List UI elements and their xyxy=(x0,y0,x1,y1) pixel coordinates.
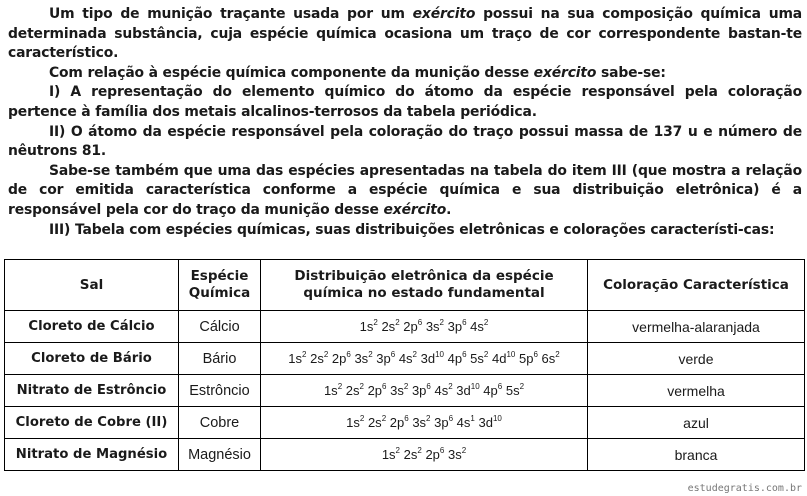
header-distribuicao: Distribuição eletrônica da espécie química no estado fundamental xyxy=(261,260,588,311)
cell-distribuicao xyxy=(261,311,588,343)
cell-coloracao: azul xyxy=(588,407,805,439)
orbital-term: $4p^6$ xyxy=(483,382,503,398)
cell-especie: Estrôncio xyxy=(179,375,261,407)
electron-count: 2 xyxy=(373,318,378,327)
header-sal: Sal xyxy=(5,260,179,311)
electron-count: 6 xyxy=(390,350,396,359)
orbital-term: $2p^6$ xyxy=(403,318,423,334)
cell-distribuicao xyxy=(261,407,588,439)
electron-count: 2 xyxy=(395,318,400,327)
orbital-term: $4s^2$ xyxy=(398,350,417,366)
cell-coloracao: verde xyxy=(588,343,805,375)
electron-count: 2 xyxy=(395,446,400,455)
electron-count: 6 xyxy=(382,382,387,391)
cell-sal: Cloreto de Cálcio xyxy=(5,311,179,343)
electron-count: 10 xyxy=(435,350,444,359)
electron-count: 10 xyxy=(492,414,502,423)
electron-count: 2 xyxy=(381,414,387,423)
orbital-term: $2p^6$ xyxy=(425,446,445,462)
cell-coloracao: vermelha xyxy=(588,375,805,407)
orbital-term: $2s^2$ xyxy=(345,382,364,398)
orbital-term: $4d^{10}$ xyxy=(491,350,516,366)
paragraph-also: Sabe-se também que uma das espécies apresentadas na tabela do item III (que mostra a relação de cor emitida característica conforme a espécie química e sua distribuição eletrônica) é a responsável pela cor do traço da munição desse exército. xyxy=(8,162,802,218)
orbital-term: $3d^{10}$ xyxy=(478,414,502,430)
orbital-term: $2s^2$ xyxy=(403,446,422,462)
electron-count: 2 xyxy=(417,446,422,455)
electron-count: 2 xyxy=(439,318,444,327)
electron-count: 2 xyxy=(461,446,467,455)
header-coloracao: Coloração Característica xyxy=(588,260,805,311)
electron-count: 2 xyxy=(448,382,453,391)
table-row xyxy=(5,439,805,471)
orbital-term: $5s^2$ xyxy=(505,382,525,398)
statement-ii: II) O átomo da espécie responsável pela coloração do traço possui massa de 137 u e número de nêutrons 81. xyxy=(8,123,802,160)
orbital-term: $2p^6$ xyxy=(389,414,409,430)
species-table xyxy=(4,259,805,471)
cell-coloracao: vermelha-alaranjada xyxy=(588,311,805,343)
orbital-term: $4s^2$ xyxy=(434,382,453,398)
orbital-term: $5s^2$ xyxy=(470,350,489,366)
electron-count: 2 xyxy=(368,350,373,359)
orbital-term: $1s^2$ xyxy=(381,446,400,462)
orbital-term: $2p^6$ xyxy=(367,382,387,398)
orbital-term: $1s^2$ xyxy=(288,350,307,366)
electron-count: 2 xyxy=(412,350,417,359)
electron-count: 2 xyxy=(302,350,307,359)
question-text xyxy=(8,5,802,240)
orbital-term: $2s^2$ xyxy=(310,350,329,366)
cell-distribuicao xyxy=(261,439,588,471)
cell-coloracao: branca xyxy=(588,439,805,471)
header-especie: Espécie Química xyxy=(179,260,261,311)
electron-count: 6 xyxy=(462,318,467,327)
table-body xyxy=(5,311,805,471)
electron-count: 6 xyxy=(533,350,538,359)
electron-count: 2 xyxy=(403,382,409,391)
cell-especie: Bário xyxy=(179,343,261,375)
orbital-term: $1s^2$ xyxy=(359,318,378,334)
orbital-term: $5p^6$ xyxy=(518,350,538,366)
electron-count: 2 xyxy=(359,414,365,423)
statement-iii: III) Tabela com espécies químicas, suas distribuições eletrônicas e colorações característi-cas: xyxy=(49,221,775,238)
orbital-term: $3s^2$ xyxy=(447,446,467,462)
electron-count: 10 xyxy=(506,350,516,359)
cell-distribuicao xyxy=(261,375,588,407)
table-row xyxy=(5,311,805,343)
electron-count: 6 xyxy=(448,414,454,423)
table-row xyxy=(5,343,805,375)
orbital-term: $4s^2$ xyxy=(470,318,489,334)
orbital-term: $3p^6$ xyxy=(447,318,467,334)
orbital-term: $1s^2$ xyxy=(323,382,343,398)
watermark: estudegratis.com.br xyxy=(687,483,802,494)
cell-sal: Nitrato de Magnésio xyxy=(5,439,179,471)
electron-count: 6 xyxy=(439,446,445,455)
orbital-term: $3p^6$ xyxy=(411,382,431,398)
electron-count: 2 xyxy=(483,350,489,359)
electron-count: 2 xyxy=(426,414,431,423)
electron-count: 2 xyxy=(519,382,525,391)
paragraph-context: Com relação à espécie química componente da munição desse exército sabe-se: xyxy=(49,64,666,81)
electron-count: 2 xyxy=(483,318,489,327)
orbital-term: $3s^2$ xyxy=(412,414,431,430)
cell-distribuicao xyxy=(261,343,588,375)
orbital-term: $2p^6$ xyxy=(331,350,351,366)
electron-count: 2 xyxy=(555,350,560,359)
electron-count: 1 xyxy=(470,414,475,423)
electron-count: 6 xyxy=(426,382,431,391)
electron-count: 6 xyxy=(497,382,503,391)
orbital-term: $3s^2$ xyxy=(354,350,373,366)
electron-count: 2 xyxy=(323,350,329,359)
orbital-term: $3d^{10}$ xyxy=(420,350,444,366)
electron-count: 6 xyxy=(417,318,423,327)
orbital-term: $4s^1$ xyxy=(456,414,475,430)
electron-count: 2 xyxy=(337,382,343,391)
cell-sal: Cloreto de Bário xyxy=(5,343,179,375)
electron-count: 6 xyxy=(346,350,351,359)
table-row xyxy=(5,375,805,407)
cell-sal: Nitrato de Estrôncio xyxy=(5,375,179,407)
electron-count: 6 xyxy=(404,414,409,423)
orbital-term: $6s^2$ xyxy=(541,350,560,366)
electron-count: 2 xyxy=(359,382,364,391)
orbital-term: $3s^2$ xyxy=(390,382,409,398)
statement-i: I) A representação do elemento químico do átomo da espécie responsável pela coloração pertence à família dos metais alcalinos-terrosos da tabela periódica. xyxy=(8,84,802,120)
orbital-term: $3p^6$ xyxy=(434,414,454,430)
paragraph-intro: Um tipo de munição traçante usada por um exército possui na sua composição química uma determinada substância, cuja espécie química ocasiona um traço de cor correspondente bastan-te característico. xyxy=(8,6,802,62)
orbital-term: $3p^6$ xyxy=(376,350,396,366)
electron-count: 6 xyxy=(462,350,467,359)
electron-count: 10 xyxy=(470,382,480,391)
orbital-term: $2s^2$ xyxy=(381,318,400,334)
orbital-term: $1s^2$ xyxy=(346,414,365,430)
orbital-term: $3d^{10}$ xyxy=(456,382,480,398)
cell-especie: Magnésio xyxy=(179,439,261,471)
orbital-term: $4p^6$ xyxy=(447,350,467,366)
cell-sal: Cloreto de Cobre (II) xyxy=(5,407,179,439)
orbital-term: $2s^2$ xyxy=(367,414,387,430)
cell-especie: Cobre xyxy=(179,407,261,439)
table-row xyxy=(5,407,805,439)
cell-especie: Cálcio xyxy=(179,311,261,343)
orbital-term: $3s^2$ xyxy=(425,318,444,334)
